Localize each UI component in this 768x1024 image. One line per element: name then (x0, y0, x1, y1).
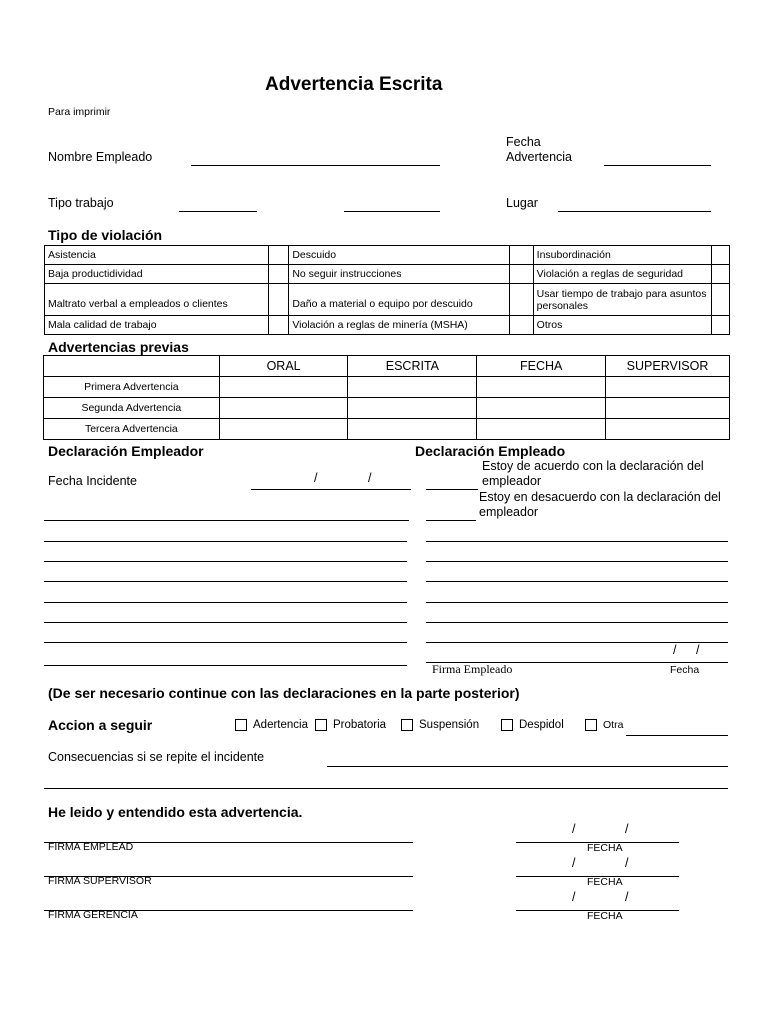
table-cell[interactable] (606, 398, 730, 419)
column-header: ESCRITA (348, 356, 477, 377)
continue-note: (De ser necesario continue con las declaraciones en la parte posterior) (48, 685, 520, 701)
firma-empleado-label: Firma Empleado (432, 662, 513, 676)
disagree-field[interactable] (426, 520, 476, 521)
option-adertencia[interactable]: Adertencia (235, 719, 308, 731)
previous-header-row (44, 356, 730, 377)
row-label: Segunda Advertencia (44, 398, 220, 419)
violation-checkbox[interactable] (269, 246, 289, 265)
employee-fecha-label: Fecha (670, 664, 700, 676)
date-slash: / (314, 471, 318, 485)
table-row (44, 419, 730, 440)
tipo-trabajo-field-1[interactable] (179, 211, 257, 212)
employer-statement-line[interactable] (44, 665, 407, 666)
violation-label: Violación a reglas de minería (MSHA) (289, 316, 509, 335)
violation-row (45, 284, 730, 316)
violation-checkbox[interactable] (509, 284, 533, 316)
option-despido[interactable]: Despidol (501, 719, 564, 731)
violation-label: Insubordinación (533, 246, 711, 265)
checkbox[interactable] (585, 719, 597, 731)
checkbox[interactable] (401, 719, 413, 731)
date-slash: / (696, 643, 700, 657)
violation-checkbox[interactable] (509, 265, 533, 284)
employer-statement-line[interactable] (44, 520, 409, 521)
fecha-label: FECHA (587, 876, 623, 888)
signature-label: FIRMA GERENCIA (48, 909, 138, 921)
table-cell[interactable] (477, 398, 606, 419)
employer-statement-line[interactable] (44, 642, 407, 643)
violation-label: No seguir instrucciones (289, 265, 509, 284)
agree-field[interactable] (426, 489, 478, 490)
row-label: Tercera Advertencia (44, 419, 220, 440)
print-note: Para imprimir (48, 106, 111, 118)
column-header: SUPERVISOR (606, 356, 730, 377)
employer-statement-line[interactable] (44, 622, 407, 623)
date-slash: / (368, 471, 372, 485)
fecha-advertencia-field[interactable] (604, 165, 711, 166)
violation-checkbox[interactable] (509, 246, 533, 265)
violation-heading: Tipo de violación (48, 227, 163, 243)
violation-label: Daño a material o equipo por descuido (289, 284, 509, 316)
consequences-field-2[interactable] (44, 788, 728, 789)
violation-checkbox[interactable] (711, 316, 729, 335)
employee-statement-line[interactable] (426, 622, 728, 623)
violation-label: Usar tiempo de trabajo para asuntos personales (533, 284, 711, 316)
action-heading: Accion a seguir (48, 717, 153, 733)
table-cell[interactable] (219, 419, 348, 440)
table-cell[interactable] (477, 419, 606, 440)
date-slash: / (572, 822, 576, 836)
consequences-label: Consecuencias si se repite el incidente (48, 750, 265, 764)
employee-statement-line[interactable] (426, 642, 728, 643)
violation-label: Asistencia (45, 246, 269, 265)
fecha-advertencia-label-2: Advertencia (506, 150, 573, 164)
violation-checkbox[interactable] (269, 284, 289, 316)
lugar-field[interactable] (558, 211, 711, 212)
nombre-empleado-label: Nombre Empleado (48, 150, 153, 164)
fecha-label: FECHA (587, 910, 623, 922)
table-cell[interactable] (348, 419, 477, 440)
violation-label: Otros (533, 316, 711, 335)
date-slash: / (673, 643, 677, 657)
violation-row (45, 265, 730, 284)
agree-label: Estoy de acuerdo con la declaración del empleador (482, 459, 704, 488)
previous-heading: Advertencias previas (48, 339, 189, 355)
lugar-label: Lugar (506, 196, 538, 210)
violation-checkbox[interactable] (269, 265, 289, 284)
signature-label: FIRMA SUPERVISOR (48, 875, 152, 887)
date-slash: / (572, 890, 576, 904)
violation-table (44, 245, 730, 335)
table-cell[interactable] (219, 398, 348, 419)
violation-row (45, 316, 730, 335)
acknowledgement-heading: He leido y entendido esta advertencia. (48, 804, 303, 820)
option-probatoria[interactable]: Probatoria (315, 719, 386, 731)
checkbox[interactable] (501, 719, 513, 731)
otra-field[interactable] (626, 735, 728, 736)
violation-checkbox[interactable] (711, 246, 729, 265)
employee-statement-line[interactable] (426, 602, 728, 603)
violation-label: Maltrato verbal a empleados o clientes (45, 284, 269, 316)
date-slash: / (625, 890, 629, 904)
violation-label: Violación a reglas de seguridad (533, 265, 711, 284)
fecha-advertencia-label-1: Fecha (506, 135, 541, 149)
violation-checkbox[interactable] (269, 316, 289, 335)
previous-table (43, 355, 730, 440)
table-row (44, 377, 730, 398)
employee-statement-line[interactable] (426, 541, 728, 542)
employer-statement-line[interactable] (44, 561, 407, 562)
date-slash: / (625, 822, 629, 836)
option-otra[interactable]: Otra (585, 719, 623, 731)
employee-statement-line[interactable] (426, 581, 728, 582)
employer-statement-line[interactable] (44, 581, 407, 582)
employer-statement-line[interactable] (44, 541, 407, 542)
violation-row (45, 246, 730, 265)
violation-label: Baja productidividad (45, 265, 269, 284)
violation-checkbox[interactable] (509, 316, 533, 335)
table-cell[interactable] (606, 377, 730, 398)
violation-label: Descuido (289, 246, 509, 265)
table-cell[interactable] (348, 398, 477, 419)
employer-statement-line[interactable] (44, 602, 407, 603)
fecha-incidente-label: Fecha Incidente (48, 474, 137, 488)
table-row (44, 398, 730, 419)
employee-heading: Declaración Empleado (415, 443, 566, 459)
employee-statement-line[interactable] (426, 561, 728, 562)
checkbox[interactable] (235, 719, 247, 731)
employer-heading: Declaración Empleador (48, 443, 204, 459)
table-cell[interactable] (606, 419, 730, 440)
date-slash: / (625, 856, 629, 870)
checkbox[interactable] (315, 719, 327, 731)
tipo-trabajo-label: Tipo trabajo (48, 196, 114, 210)
table-cell[interactable] (348, 377, 477, 398)
fecha-incidente-field[interactable] (251, 489, 411, 490)
fecha-label: FECHA (587, 842, 623, 854)
page-title: Advertencia Escrita (265, 74, 443, 95)
tipo-trabajo-field-2[interactable] (344, 211, 440, 212)
signature-label: FIRMA EMPLEAD (48, 841, 134, 853)
consequences-field[interactable] (327, 766, 728, 767)
row-label: Primera Advertencia (44, 377, 220, 398)
table-cell[interactable] (219, 377, 348, 398)
violation-checkbox[interactable] (711, 265, 729, 284)
table-cell[interactable] (477, 377, 606, 398)
date-slash: / (572, 856, 576, 870)
disagree-label: Estoy en desacuerdo con la declaración del empleador (479, 490, 721, 519)
nombre-empleado-field[interactable] (191, 165, 440, 166)
violation-checkbox[interactable] (711, 284, 729, 316)
violation-label: Mala calidad de trabajo (45, 316, 269, 335)
column-header: ORAL (219, 356, 348, 377)
option-suspension[interactable]: Suspensión (401, 719, 479, 731)
column-header: FECHA (477, 356, 606, 377)
